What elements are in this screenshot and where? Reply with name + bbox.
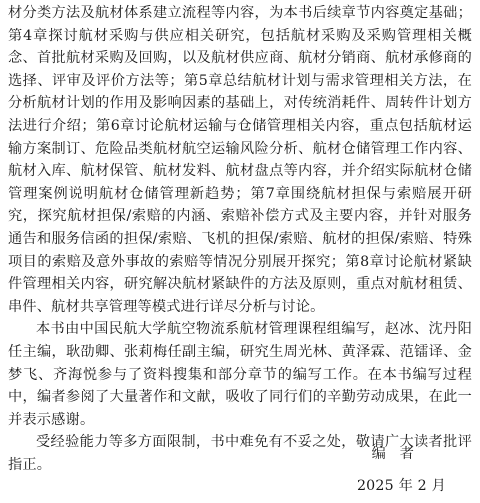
signature-date: 2025 年 2 月 (356, 478, 446, 494)
body-paragraph-disclaimer: 受经验能力等多方面限制，书中难免有不妥之处，敬请广大读者批评指正。 (8, 434, 472, 473)
body-paragraph-chapter-summary: 材分类方法及航材体系建立流程等内容，为本书后续章节内容奠定基础；第4章探讨航材采购与供应相关研究，包括航材采购及采购管理相关概念、首批航材采购及回购，以及航材供应商、航材分销商、航材承修商的选择、评审及评价方法等；第5章总结航材计划与需求管理相关方法，在分析航材计划的作用及影响因素的基础上，对传统消耗件、周转件计划方法进行介绍；第6章讨论航材运输与仓储管理相关内容，重点包括航材运输方案制订、危险品类航材航空运输风险分析、航材仓储管理工作内容、航材入库、航材保管、航材发料、航材盘点等内容，并介绍实际航材仓储管理案例说明航材仓储管理新趋势；第7章围绕航材担保与索赔展开研究，探究航材担保/索赔的内涵、索赔补偿方式及主要内容，并针对服务通告和服务信函的担保/索赔、飞机的担保/索赔、航材的担保/索赔、特殊项目的索赔及意外事故的索赔等情况分别展开探究；第8章讨论航材紧缺件管理相关内容，研究解决航材紧缺件的方法及原则，重点对航材租赁、串件、航材共享管理等模式进行详尽分析与讨论。 (8, 5, 472, 315)
body-paragraph-authors: 本书由中国民航大学航空物流系航材管理课程组编写，赵冰、沈丹阳任主编，耿劭卿、张莉梅任副主编，研究生周光林、黄泽霖、范镭译、金梦飞、齐海悦参与了资料搜集和部分章节的编写工作。在本书编写过程中，编者参阅了大量著作和文献，吸收了同行们的辛勤劳动成果，在此一并表示感谢。 (8, 321, 472, 428)
signature-author: 编者 (371, 446, 428, 462)
